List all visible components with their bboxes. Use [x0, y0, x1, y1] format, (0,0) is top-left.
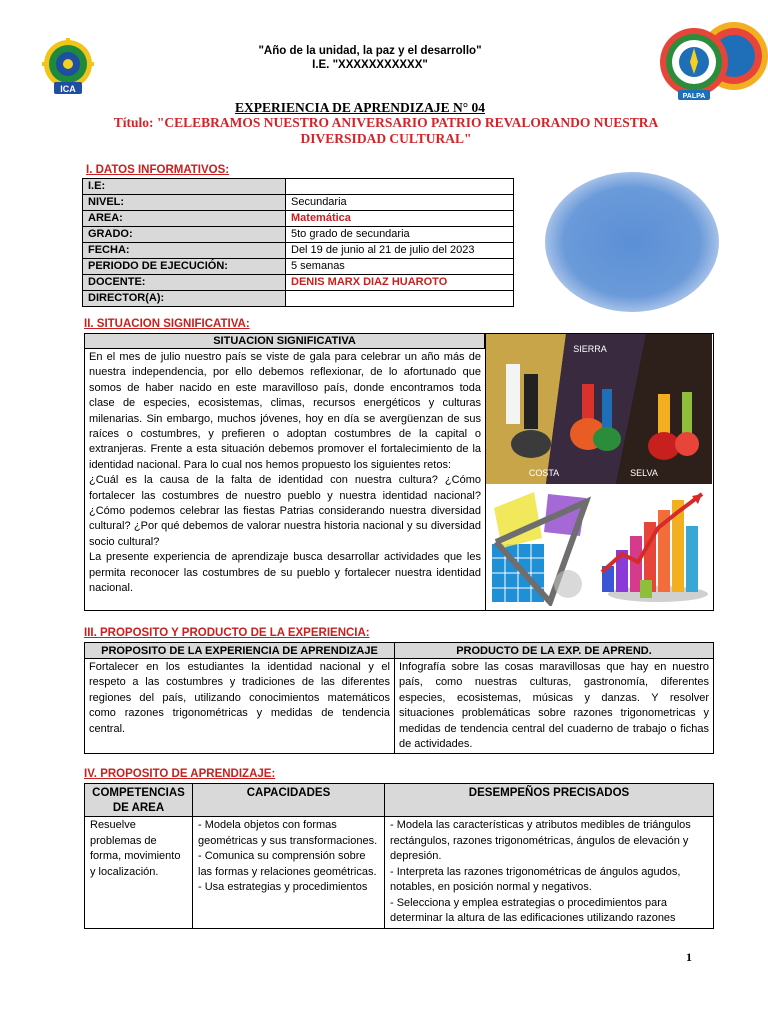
info-row [83, 211, 514, 227]
competencia-cell [85, 817, 193, 929]
experience-subtitle: Título: "CELEBRAMOS NUESTRO ANIVERSARIO PATRIO REVALORANDO NUESTRA DIVERSIDAD CULTURAL" [113, 115, 659, 146]
info-value: 5 semanas [286, 259, 514, 275]
info-value [286, 291, 514, 307]
motto-line-1: "Año de la unidad, la paz y el desarrollo" [258, 45, 482, 57]
info-row [83, 291, 514, 307]
info-label: GRADO: [83, 227, 286, 243]
info-row [83, 259, 514, 275]
situation-header: SITUACION SIGNIFICATIVA [85, 334, 485, 349]
info-label: AREA: [83, 211, 286, 227]
situation-paragraph-3: La presente experiencia de aprendizaje busca desarrollar actividades que les permita reconocer las costumbres de su pueblo y fortalecer nuestra identidad nacional. [89, 551, 481, 595]
logo-left-text: ICA [60, 84, 76, 94]
info-label: DIRECTOR(A): [83, 291, 286, 307]
desempenos-cell [385, 817, 714, 929]
motto-line-2: I.E. "XXXXXXXXXXX" [312, 59, 428, 71]
label-selva: SELVA [630, 468, 658, 478]
info-row [83, 195, 514, 211]
header-competencias: COMPETENCIAS DE AREA [85, 784, 193, 817]
section-1-heading: I. DATOS INFORMATIVOS: [86, 164, 230, 176]
regions-dance-image [486, 334, 712, 484]
header-desempenos: DESEMPEÑOS PRECISADOS [385, 784, 714, 817]
learning-table [84, 783, 714, 929]
product-cell: Infografía sobre las cosas maravillosas que hay en nuestro país, como nuestras culturas, gastronomía, diferentes especies, ecosistemas, músicas y danzas. Y resolver situaciones problemáticas sobre razones trigonometricas y medidas de tendencia central del cuaderno de trabajo o fichas de actividades. [395, 659, 714, 754]
label-costa: COSTA [528, 468, 560, 478]
product-header: PRODUCTO DE LA EXP. DE APREND. [395, 643, 714, 659]
header-capacidades: CAPACIDADES [193, 784, 385, 817]
info-table [82, 178, 514, 307]
info-label: PERIODO DE EJECUCIÓN: [83, 259, 286, 275]
info-value: 5to grado de secundaria [286, 227, 514, 243]
info-value [286, 179, 514, 195]
section-3-heading: III. PROPOSITO Y PRODUCTO DE LA EXPERIENCIA: [84, 627, 370, 639]
situation-paragraph-1: En el mes de julio nuestro país se viste de gala para celebrar un año más de nuestra independencia, por ello debemos reflexionar, de lo afortunado que somos de haber nacido en este maravilloso país, donde encontramos toda clase de especies, ecosistemas, climas, recursos energéticos y culturas milenarias. Sin embargo, muchos jóvenes, hoy en día se avergüenzan de sus raíces o costumbres, y prefieren o adoptan costumbres de la capital o extranjeras. Frente a esta situación debemos promover el fortalecimiento de la identidad nacional. Para lo cual nos hemos propuesto los siguientes retos: [89, 351, 481, 471]
info-label: FECHA: [83, 243, 286, 259]
info-value: Secundaria [286, 195, 514, 211]
school-logo-right [656, 18, 768, 104]
school-logo-left [36, 38, 100, 96]
competencia-text: Resuelve problemas de forma, movimiento y localización. [90, 819, 181, 878]
section-4-heading: IV. PROPOSITO DE APRENDIZAJE: [84, 768, 276, 780]
info-row [83, 227, 514, 243]
info-row [83, 179, 514, 195]
situation-text [89, 350, 481, 597]
info-row [83, 275, 514, 291]
capacidades-text: - Modela objetos con formas geométricas y sus transformaciones. - Comunica su comprensión sobre las formas y relaciones geométricas. - Usa estrategias y procedimientos [198, 819, 378, 893]
purpose-header: PROPOSITO DE LA EXPERIENCIA DE APRENDIZAJE [85, 643, 395, 659]
capacidades-cell [193, 817, 385, 929]
info-label: NIVEL: [83, 195, 286, 211]
info-label: I.E: [83, 179, 286, 195]
info-value: Matemática [286, 211, 514, 227]
desempenos-text: - Modela las características y atributos medibles de triángulos rectángulos, razones trigonométricas, ángulos de elevación y depresión. - Interpreta las razones trigonométricas de ángulos agudos, notables, en posición normal y negativos. - Selecciona y emplea estrategias o procedimientos para determinar la altura de las edificaciones utilizando razones [390, 819, 691, 924]
section-2-heading: II. SITUACION SIGNIFICATIVA: [84, 318, 250, 330]
bar-graph-image [598, 488, 710, 606]
pythagoras-image [488, 488, 592, 606]
purpose-table [84, 642, 714, 754]
purpose-cell: Fortalecer en los estudiantes la identidad nacional y el respeto a las costumbres y tradiciones de las diferentes regiones del país, utilizando conocimientos matemáticos como razones trigonométricas y medidas de tendencia central. [85, 659, 395, 754]
logo-right-text: PALPA [682, 93, 706, 100]
info-value: Del 19 de junio al 21 de julio del 2023 [286, 243, 514, 259]
label-sierra: SIERRA [573, 344, 607, 354]
page-number: 1 [686, 950, 692, 964]
info-value: DENIS MARX DIAZ HUAROTO [286, 275, 514, 291]
info-label: DOCENTE: [83, 275, 286, 291]
experience-title: EXPERIENCIA DE APRENDIZAJE N° 04 [235, 100, 485, 115]
blurred-photo [545, 172, 719, 312]
situation-paragraph-2: ¿Cuál es la causa de la falta de identidad con nuestra cultura? ¿Cómo fortalecer las costumbres de nuestro pueblo y nuestra identidad nacional? ¿Cómo podemos celebrar las fiestas Patrias considerando nuestra diversidad cultural? ¿Por qué debemos de valorar nuestra historia nacional y su diversidad socio cultural? [89, 474, 481, 548]
institution-motto [180, 44, 560, 72]
info-row [83, 243, 514, 259]
